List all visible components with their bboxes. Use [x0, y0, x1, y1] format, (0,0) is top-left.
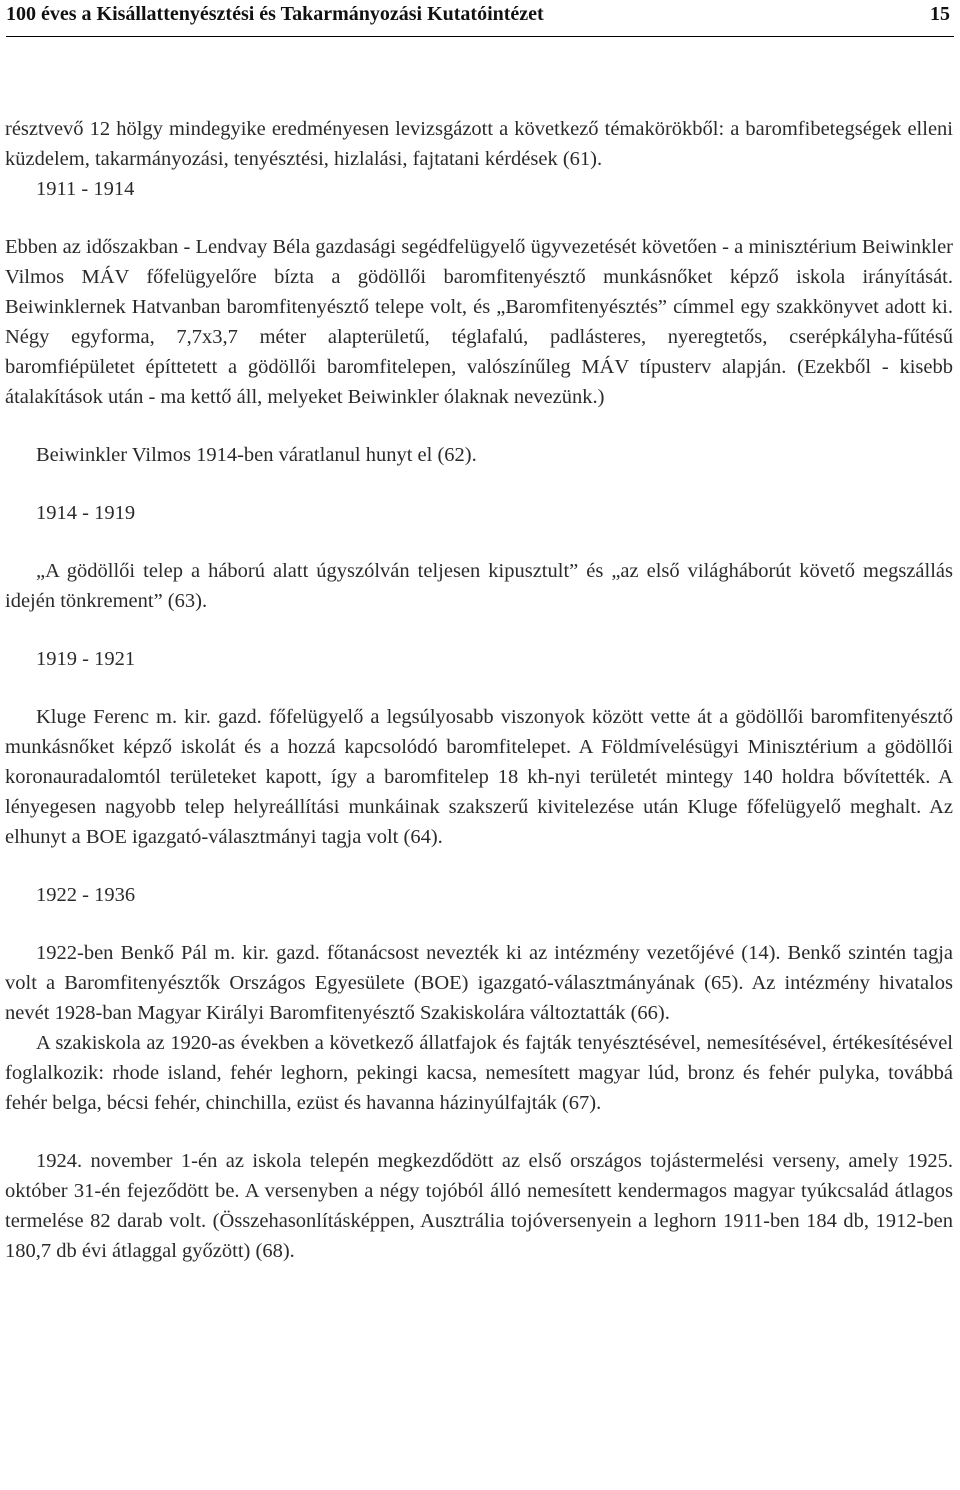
paragraph-1922-breeds: A szakiskola az 1920-as években a következő állatfajok és fajták tenyésztésével, nemesítésével, értékesítésével foglalkozik: rhode island, fehér leghorn, pekingi kacsa, nemesített magyar lúd, bronz és fehér pulyka, továbbá fehér belga, bécsi fehér, chinchilla, ezüst és havanna házinyúlfajták (67).	[5, 1032, 953, 1114]
period-heading-1922: 1922 - 1936	[36, 884, 136, 906]
paragraph-1911: Ebben az időszakban - Lendvay Béla gazdasági segédfelügyelő ügyvezetését követően - a minisztérium Beiwinkler Vilmos MÁV főfelügyelőre bízta a gödöllői baromfitenyésztő munkásnőket képző iskola irányítását. Beiwinklernek Hatvanban baromfitenyésztő telepe volt, és „Baromfitenyésztés” címmel egy szakkönyvet adott ki. Négy egyforma, 7,7x3,7 méter alapterületű, téglafalú, padlásteres, nyeregtetős, cserépkályha-fűtésű baromfiépületet építtetett a gödöllői baromfitelepen, valószínűleg MÁV típusterv alapján. (Ezekből - kisebb átalakítások után - ma kettő áll, melyeket Beiwinkler ólaknak nevezünk.)	[5, 236, 953, 408]
period-heading-1914: 1914 - 1919	[36, 502, 136, 524]
spacer	[5, 204, 953, 232]
spacer	[5, 528, 953, 556]
page-body	[5, 114, 953, 1266]
spacer	[5, 616, 953, 644]
running-title: 100 éves a Kisállattenyésztési és Takarmányozási Kutatóintézet	[6, 3, 544, 25]
paragraph-1914: „A gödöllői telep a háború alatt úgyszólván teljesen kipusztult” és „az első világháborút követő megszállás idején tönkrement” (63).	[5, 560, 953, 612]
paragraph-1924: 1924. november 1-én az iskola telepén megkezdődött az első országos tojástermelési verseny, amely 1925. október 31-én fejeződött be. A versenyben a négy tojóból álló nemesített kendermagos magyar tyúkcsalád átlagos termelése 82 darab volt. (Összehasonlításképpen, Ausztrália tojóversenyein a leghorn 1911-ben 184 db, 1912-ben 180,7 db évi átlaggal győzött) (68).	[5, 1150, 953, 1262]
paragraph-beiwinkler-death: Beiwinkler Vilmos 1914-ben váratlanul hunyt el (62).	[36, 444, 477, 466]
spacer	[5, 674, 953, 702]
spacer	[5, 412, 953, 440]
period-heading-1919: 1919 - 1921	[36, 648, 136, 670]
page-header	[6, 0, 954, 37]
intro-paragraph: résztvevő 12 hölgy mindegyike eredményesen levizsgázott a következő témakörökből: a baromfibetegségek elleni küzdelem, takarmányozási, tenyésztési, hizlalási, fajtatani kérdések (61).	[5, 118, 953, 170]
spacer	[5, 1118, 953, 1146]
spacer	[5, 910, 953, 938]
spacer	[5, 852, 953, 880]
paragraph-1919: Kluge Ferenc m. kir. gazd. főfelügyelő a legsúlyosabb viszonyok között vette át a gödöllői baromfitenyésztő munkásnőket képző iskolát és a hozzá kapcsolódó baromfitelepet. A Földmívelésügyi Minisztérium a gödöllői koronauradalomtól területeket kapott, így a baromfitelep 18 kh-nyi területét mintegy 140 holdra bővítették. A lényegesen nagyobb telep helyreállítási munkáinak szakszerű kivitelezése után Kluge főfelügyelő meghalt. Az elhunyt a BOE igazgató-választmányi tagja volt (64).	[5, 706, 953, 848]
period-heading-1911: 1911 - 1914	[36, 178, 135, 200]
paragraph-1922-benko: 1922-ben Benkő Pál m. kir. gazd. főtanácsost nevezték ki az intézmény vezetőjévé (14). Benkő szintén tagja volt a Baromfitenyésztők Országos Egyesülete (BOE) igazgató-választmányának (65). Az intézmény hivatalos nevét 1928-ban Magyar Királyi Baromfitenyésztő Szakiskolára változtatták (66).	[5, 942, 953, 1024]
page-number: 15	[930, 3, 950, 25]
spacer	[5, 470, 953, 498]
